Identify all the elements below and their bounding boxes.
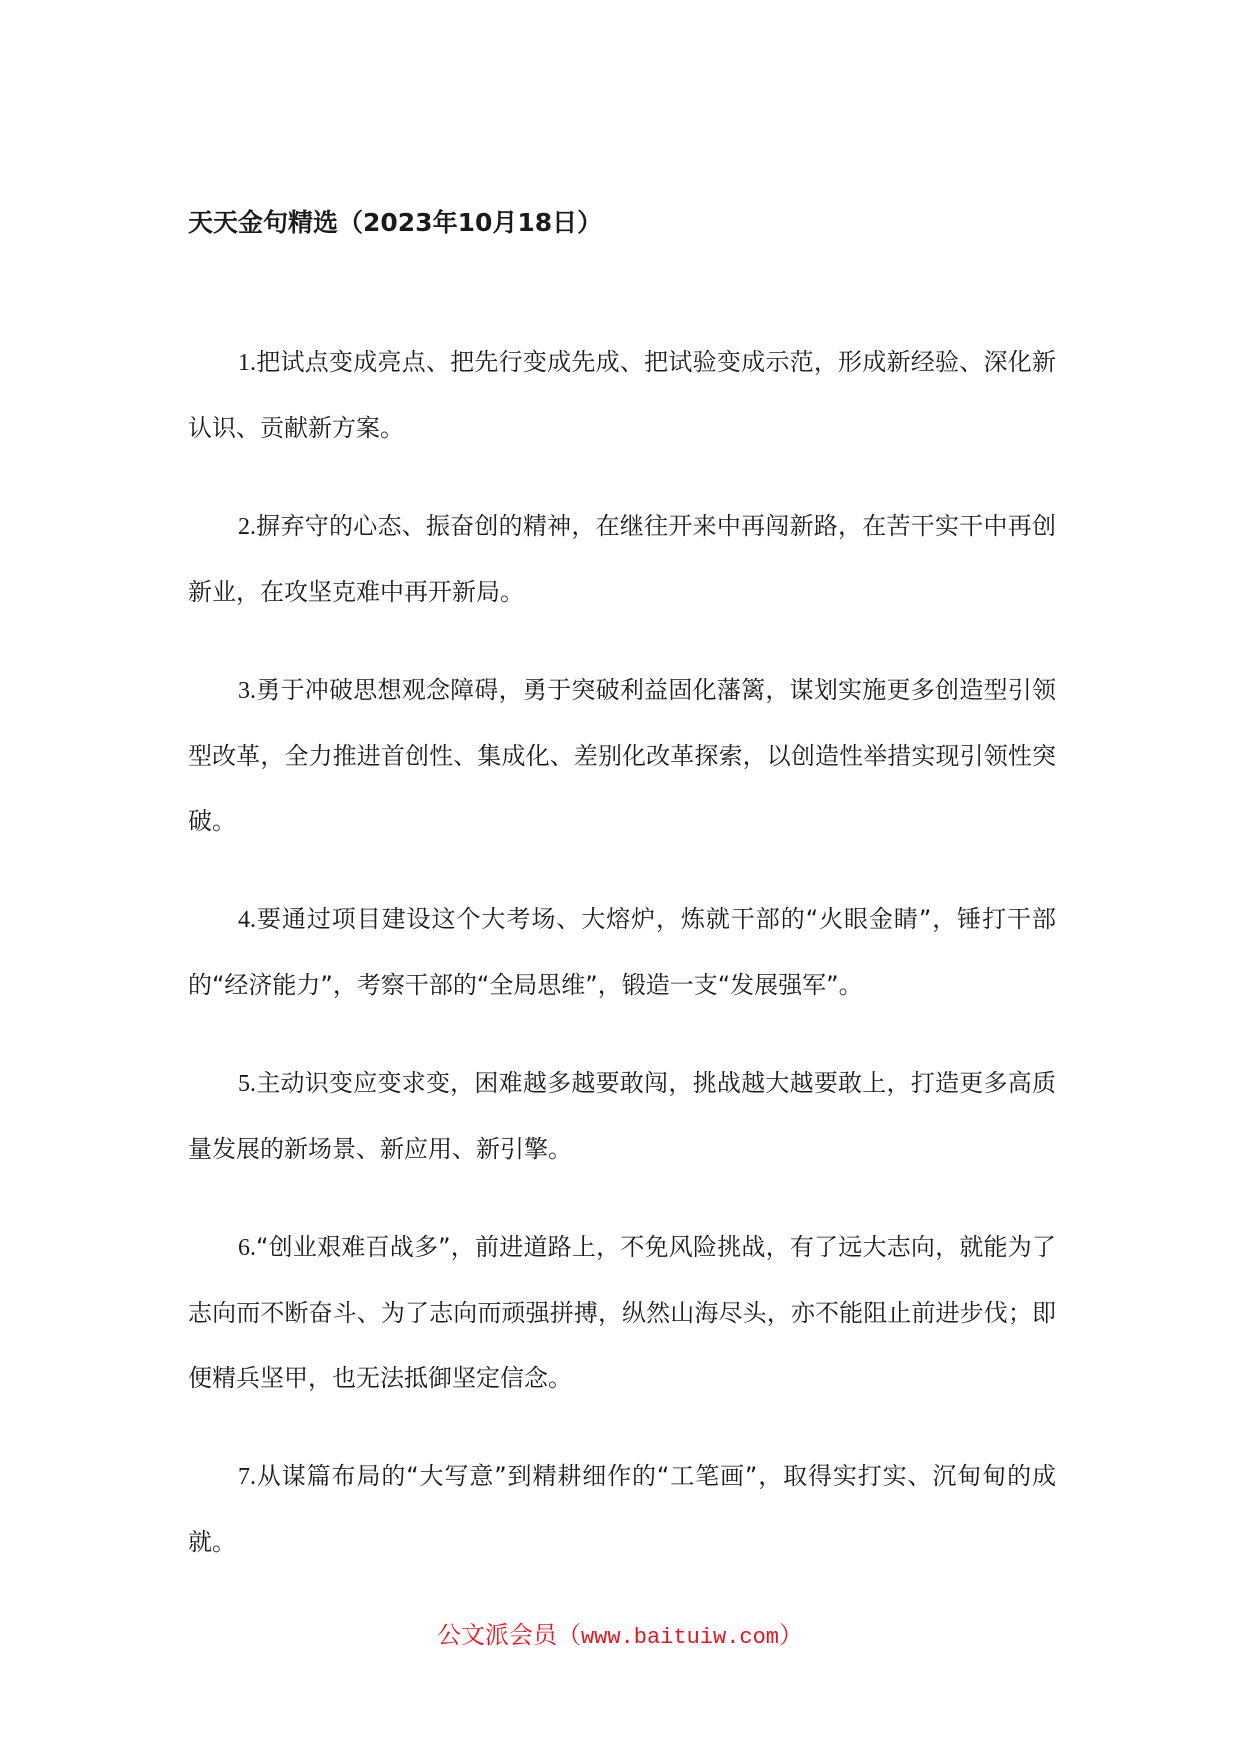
paragraph-text: 摒弃守的心态、振奋创的精神，在继往开来中再闯新路，在苦干实干中再创新业，在攻坚克难中再开新局。 — [188, 512, 1056, 606]
paragraph-text: 从谋篇布局的“大写意”到精耕细作的“工笔画”，取得实打实、沉甸甸的成就。 — [188, 1462, 1056, 1556]
paragraph-text: 主动识变应变求变，困难越多越要敢闯，挑战越大越要敢上，打造更多高质量发展的新场景、新应用、新引擎。 — [188, 1069, 1056, 1163]
document-title: 天天金句精选（2023年10月18日） — [188, 208, 603, 237]
paragraph-1 — [188, 330, 1056, 461]
paragraph-text: 勇于冲破思想观念障碍，勇于突破利益固化藩篱，谋划实施更多创造型引领型改革，全力推进首创性、集成化、差别化改革探索，以创造性举措实现引领性突破。 — [188, 676, 1056, 835]
paragraph-number: 4. — [238, 907, 256, 933]
paragraph-text: “创业艰难百战多”，前进道路上，不免风险挑战，有了远大志向，就能为了志向而不断奋斗、为了志向而顽强拼搏，纵然山海尽头，亦不能阻止前进步伐；即便精兵坚甲，也无法抵御坚定信念。 — [188, 1233, 1056, 1392]
paragraph-number: 6. — [238, 1235, 256, 1261]
paragraph-6 — [188, 1215, 1056, 1411]
paragraph-number: 2. — [238, 514, 256, 540]
paragraph-2 — [188, 494, 1056, 625]
paragraph-text: 把试点变成亮点、把先行变成先成、把试验变成示范，形成新经验、深化新认识、贡献新方案。 — [188, 348, 1056, 442]
paragraph-7 — [188, 1444, 1056, 1575]
paragraph-text: 要通过项目建设这个大考场、大熔炉，炼就干部的“火眼金睛”，锤打干部的“经济能力”，考察干部的“全局思维”，锻造一支“发展强军”。 — [188, 905, 1056, 999]
footer-url: www.baituiw.com — [580, 1625, 780, 1650]
footer-watermark — [0, 1618, 1240, 1655]
paragraph-number: 5. — [238, 1071, 256, 1097]
paragraph-4 — [188, 887, 1056, 1018]
paragraph-number: 3. — [238, 678, 256, 704]
paragraph-number: 7. — [238, 1464, 256, 1490]
footer-label: 公文派会员（ — [436, 1621, 581, 1649]
document-body — [188, 330, 1056, 1608]
paragraph-5 — [188, 1051, 1056, 1182]
paragraph-3 — [188, 658, 1056, 854]
paragraph-number: 1. — [238, 350, 256, 376]
footer-close: ） — [779, 1621, 804, 1649]
